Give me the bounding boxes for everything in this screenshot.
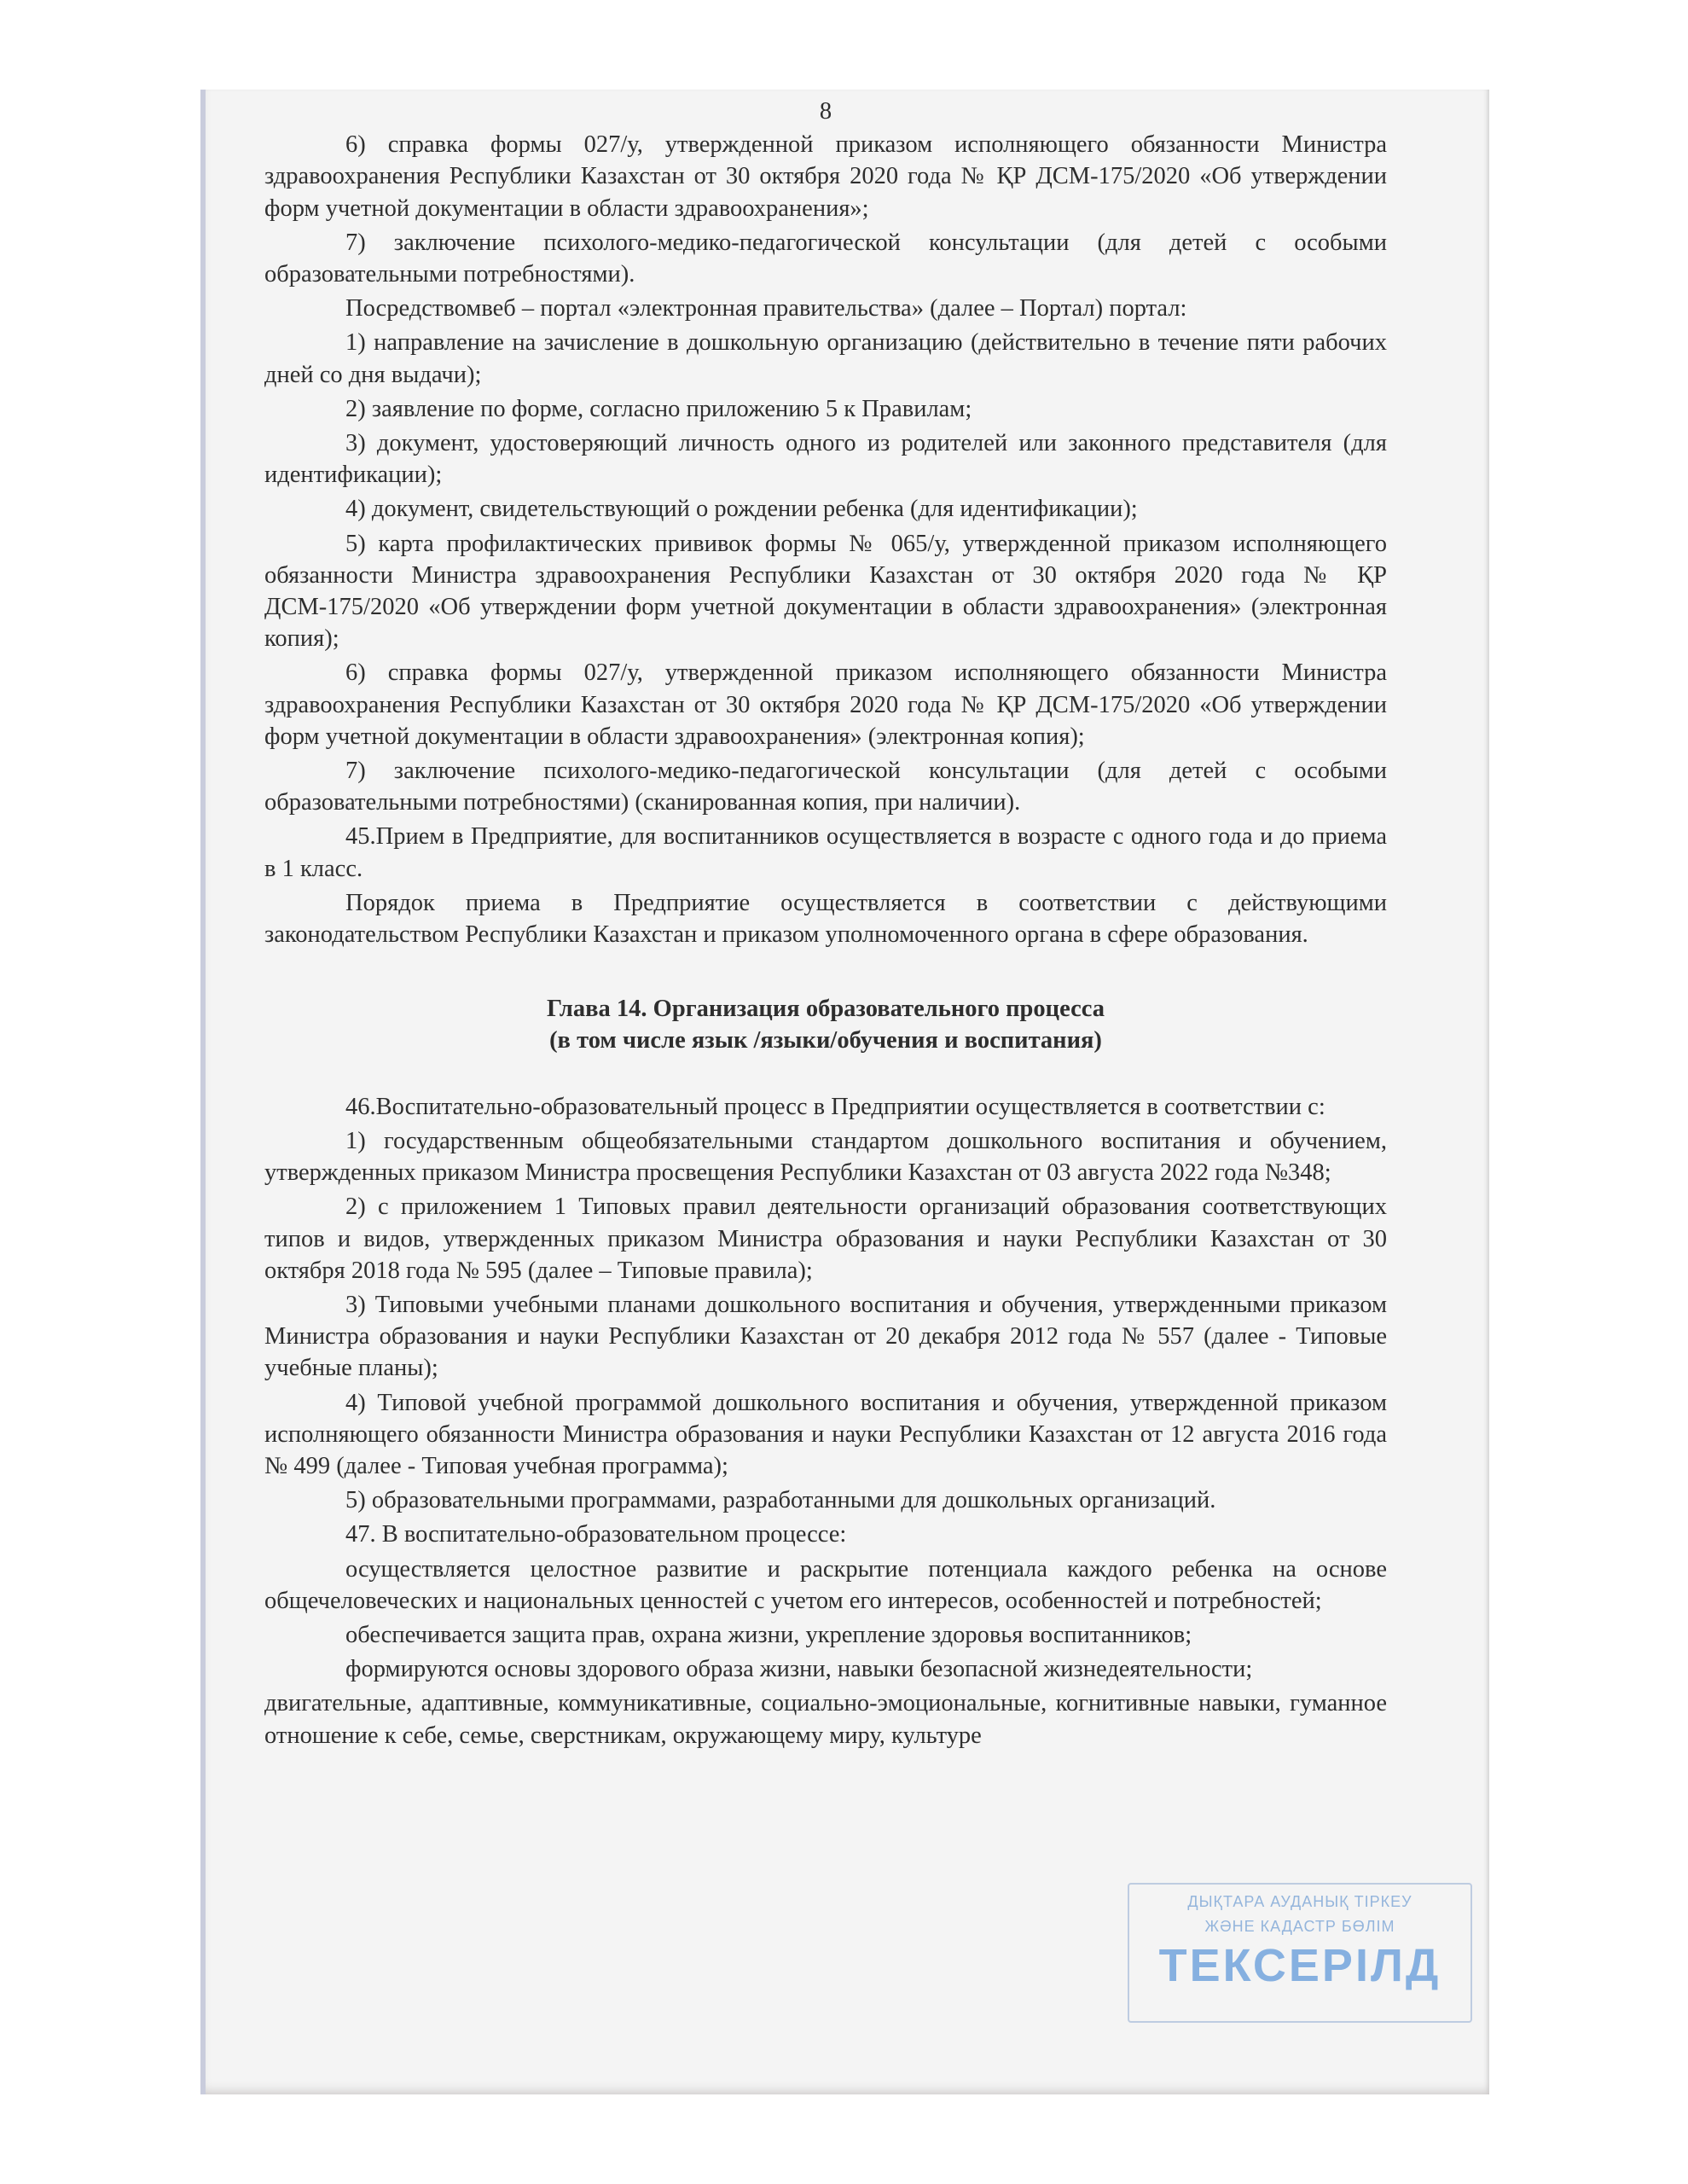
chapter-subtitle: (в том числе язык /языки/обучения и воспитания) bbox=[549, 1027, 1102, 1054]
page-number: 8 bbox=[819, 98, 832, 125]
paragraph: Порядок приема в Предприятие осуществляется в соответствии с действующими законодательством Республики Казахстан и приказом уполномоченного органа в сфере образования. bbox=[264, 889, 1387, 949]
paragraph: 4) документ, свидетельствующий о рождении ребенка (для идентификации); bbox=[345, 496, 1138, 523]
paragraph: 2) с приложением 1 Типовых правил деятельности организаций образования соответствующих типов и видов, утвержденных приказом Министра образования и науки Республики Казахстан от 30 октября 2018 года № 595 (далее – Типовые правила); bbox=[264, 1194, 1387, 1284]
paragraph: 6) справка формы 027/у, утвержденной приказом исполняющего обязанности Министра здравоохранения Республики Казахстан от 30 октября 2020 года № ҚР ДСМ-175/2020 «Об утверждении форм учетной документации в области здравоохранения» (электронная копия); bbox=[264, 659, 1387, 750]
paragraph: 47. В воспитательно-образовательном процессе: bbox=[345, 1521, 847, 1548]
paragraph: 4) Типовой учебной программой дошкольного воспитания и обучения, утвержденной приказом исполняющего обязанности Министра образования и науки Республики Казахстан от 12 августа 2016 года № 499 (далее - Типовая учебная программа); bbox=[264, 1389, 1387, 1479]
paragraph: 46.Воспитательно-образовательный процесс в Предприятии осуществляется в соответствии с: bbox=[345, 1093, 1325, 1120]
paragraph: 5) карта профилактических прививок формы № 065/у, утвержденной приказом исполняющего обязанности Министра здравоохранения Республики Казахстан от 30 октября 2020 года № ҚР ДСМ-175/2020 «Об утверждении форм учетной документации в области здравоохранения» (электронная копия); bbox=[264, 530, 1387, 653]
paragraph: обеспечивается защита прав, охрана жизни, укрепление здоровья воспитанников; bbox=[345, 1621, 1192, 1648]
paragraph: 6) справка формы 027/у, утвержденной приказом исполняющего обязанности Министра здравоохранения Республики Казахстан от 30 октября 2020 года № ҚР ДСМ-175/2020 «Об утверждении форм учетной документации в области здравоохранения»; bbox=[264, 131, 1387, 222]
stamp-text: ТЕКСЕРІЛД bbox=[1158, 1940, 1441, 1991]
stamp-line: ДЫҚТАРА АУДАНЫҚ ТІРКЕУ bbox=[1187, 1893, 1412, 1910]
paragraph: 7) заключение психолого-медико-педагогической консультации (для детей с особыми образовательными потребностями) (сканированная копия, при наличии). bbox=[264, 758, 1387, 816]
chapter-title: Глава 14. Организация образовательного процесса bbox=[547, 996, 1105, 1023]
paragraph: 2) заявление по форме, согласно приложению 5 к Правилам; bbox=[345, 395, 972, 422]
paragraph: Посредствомвеб – портал «электронная правительства» (далее – Портал) портал: bbox=[345, 295, 1187, 322]
paragraph: осуществляется целостное развитие и раскрытие потенциала каждого ребенка на основе общечеловеческих и национальных ценностей с учетом его интересов, особенностей и потребностей; bbox=[264, 1555, 1387, 1614]
paragraph: 5) образовательными программами, разработанными для дошкольных организаций. bbox=[345, 1487, 1216, 1514]
chapter-heading bbox=[264, 993, 1387, 1056]
paragraph: 3) документ, удостоверяющий личность одного из родителей или законного представителя (для идентификации); bbox=[264, 430, 1387, 489]
document-body bbox=[264, 96, 1387, 1754]
paragraph: 1) государственным общеобязательными стандартом дошкольного воспитания и обучением, утвержденных приказом Министра просвещения Республики Казахстан от 03 августа 2022 года №348; bbox=[264, 1127, 1387, 1187]
paragraph: 1) направление на зачисление в дошкольную организацию (действительно в течение пяти рабочих дней со дня выдачи); bbox=[264, 329, 1387, 388]
paragraph: 45.Прием в Предприятие, для воспитанников осуществляется в возрасте с одного года и до приема в 1 класс. bbox=[264, 823, 1387, 882]
paragraph: 7) заключение психолого-медико-педагогической консультации (для детей с особыми образовательными потребностями). bbox=[264, 229, 1387, 288]
paragraph: формируются основы здорового образа жизни, навыки безопасной жизнедеятельности; bbox=[345, 1656, 1253, 1683]
paragraph: двигательные, адаптивные, коммуникативные, социально-эмоциональные, когнитивные навыки, гуманное отношение к себе, семье, сверстникам, окружающему миру, культуре bbox=[264, 1690, 1387, 1749]
stamp-line: ЖӘНЕ КАДАСТР БӨЛІМ bbox=[1204, 1918, 1395, 1935]
paragraph: 3) Типовыми учебными планами дошкольного воспитания и обучения, утвержденными приказом Министра образования и науки Республики Казахстан от 20 декабря 2012 года № 557 (далее - Типовые учебные планы); bbox=[264, 1291, 1387, 1382]
